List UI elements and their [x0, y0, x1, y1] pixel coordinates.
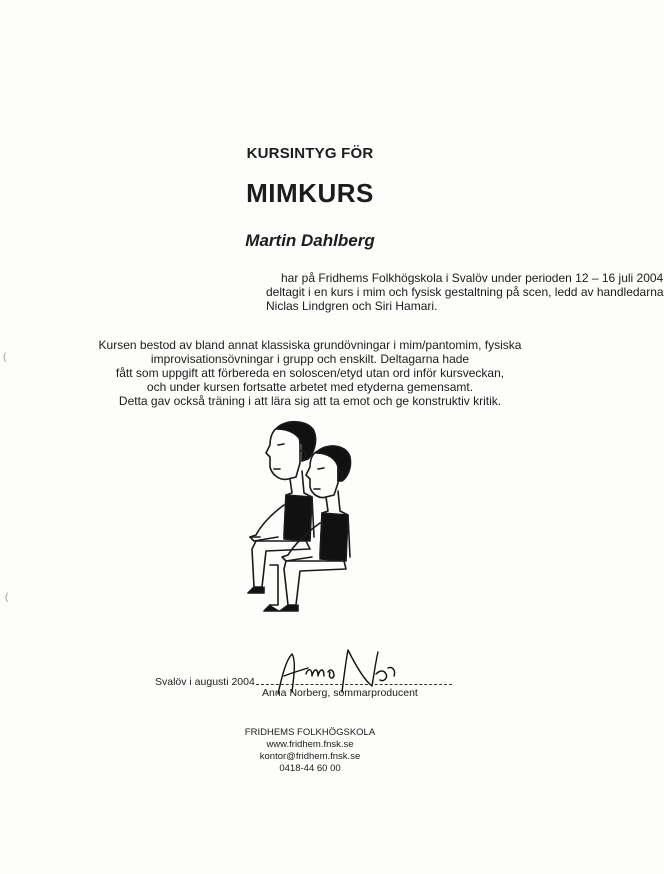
paragraph-line: Kursen bestod av bland annat klassiska grundövningar i mim/pantomim, fysiska	[98, 338, 522, 352]
signature-block	[0, 640, 620, 710]
signer-name: Anna Norberg, sommarproducent	[262, 687, 418, 699]
signature-place-date: Svalöv i augusti 2004	[155, 676, 255, 688]
paragraph-line: Niclas Lindgren och Siri Hamari.	[266, 299, 438, 313]
school-email: kontor@fridhem.fnsk.se	[259, 751, 361, 762]
certificate-heading: KURSINTYG FÖR	[246, 145, 374, 162]
participant-name: Martin Dahlberg	[245, 231, 375, 250]
signature-line	[256, 684, 452, 685]
course-title: MIMKURS	[246, 178, 374, 208]
scan-edge-mark: (	[3, 352, 7, 363]
scan-edge-mark: (	[5, 592, 9, 603]
course-content-paragraph	[0, 338, 620, 408]
paragraph-line: Detta gav också träning i att lära sig att ta emot och ge konstruktiv kritik.	[118, 394, 502, 408]
school-name: FRIDHEMS FOLKHÖGSKOLA	[244, 727, 376, 738]
school-phone: 0418-44 60 00	[279, 763, 341, 774]
course-details-paragraph	[0, 271, 664, 313]
paragraph-line: fått som uppgift att förbereda en soloscen/etyd utan ord inför kursveckan,	[115, 366, 505, 380]
school-contact-footer	[0, 727, 620, 775]
school-website: www.fridhem.fnsk.se	[266, 739, 354, 750]
seated-mimes-illustration	[226, 415, 366, 615]
paragraph-line: och under kursen fortsatte arbetet med etyderna gemensamt.	[146, 380, 474, 394]
paragraph-line: deltagit i en kurs i mim och fysisk gestaltning på scen, ledd av handledarna	[266, 285, 664, 299]
paragraph-line: improvisationsövningar i grupp och enskilt. Deltagarna hade	[150, 352, 470, 366]
paragraph-line: har på Fridhems Folkhögskola i Svalöv under perioden 12 – 16 juli 2004	[281, 271, 664, 285]
